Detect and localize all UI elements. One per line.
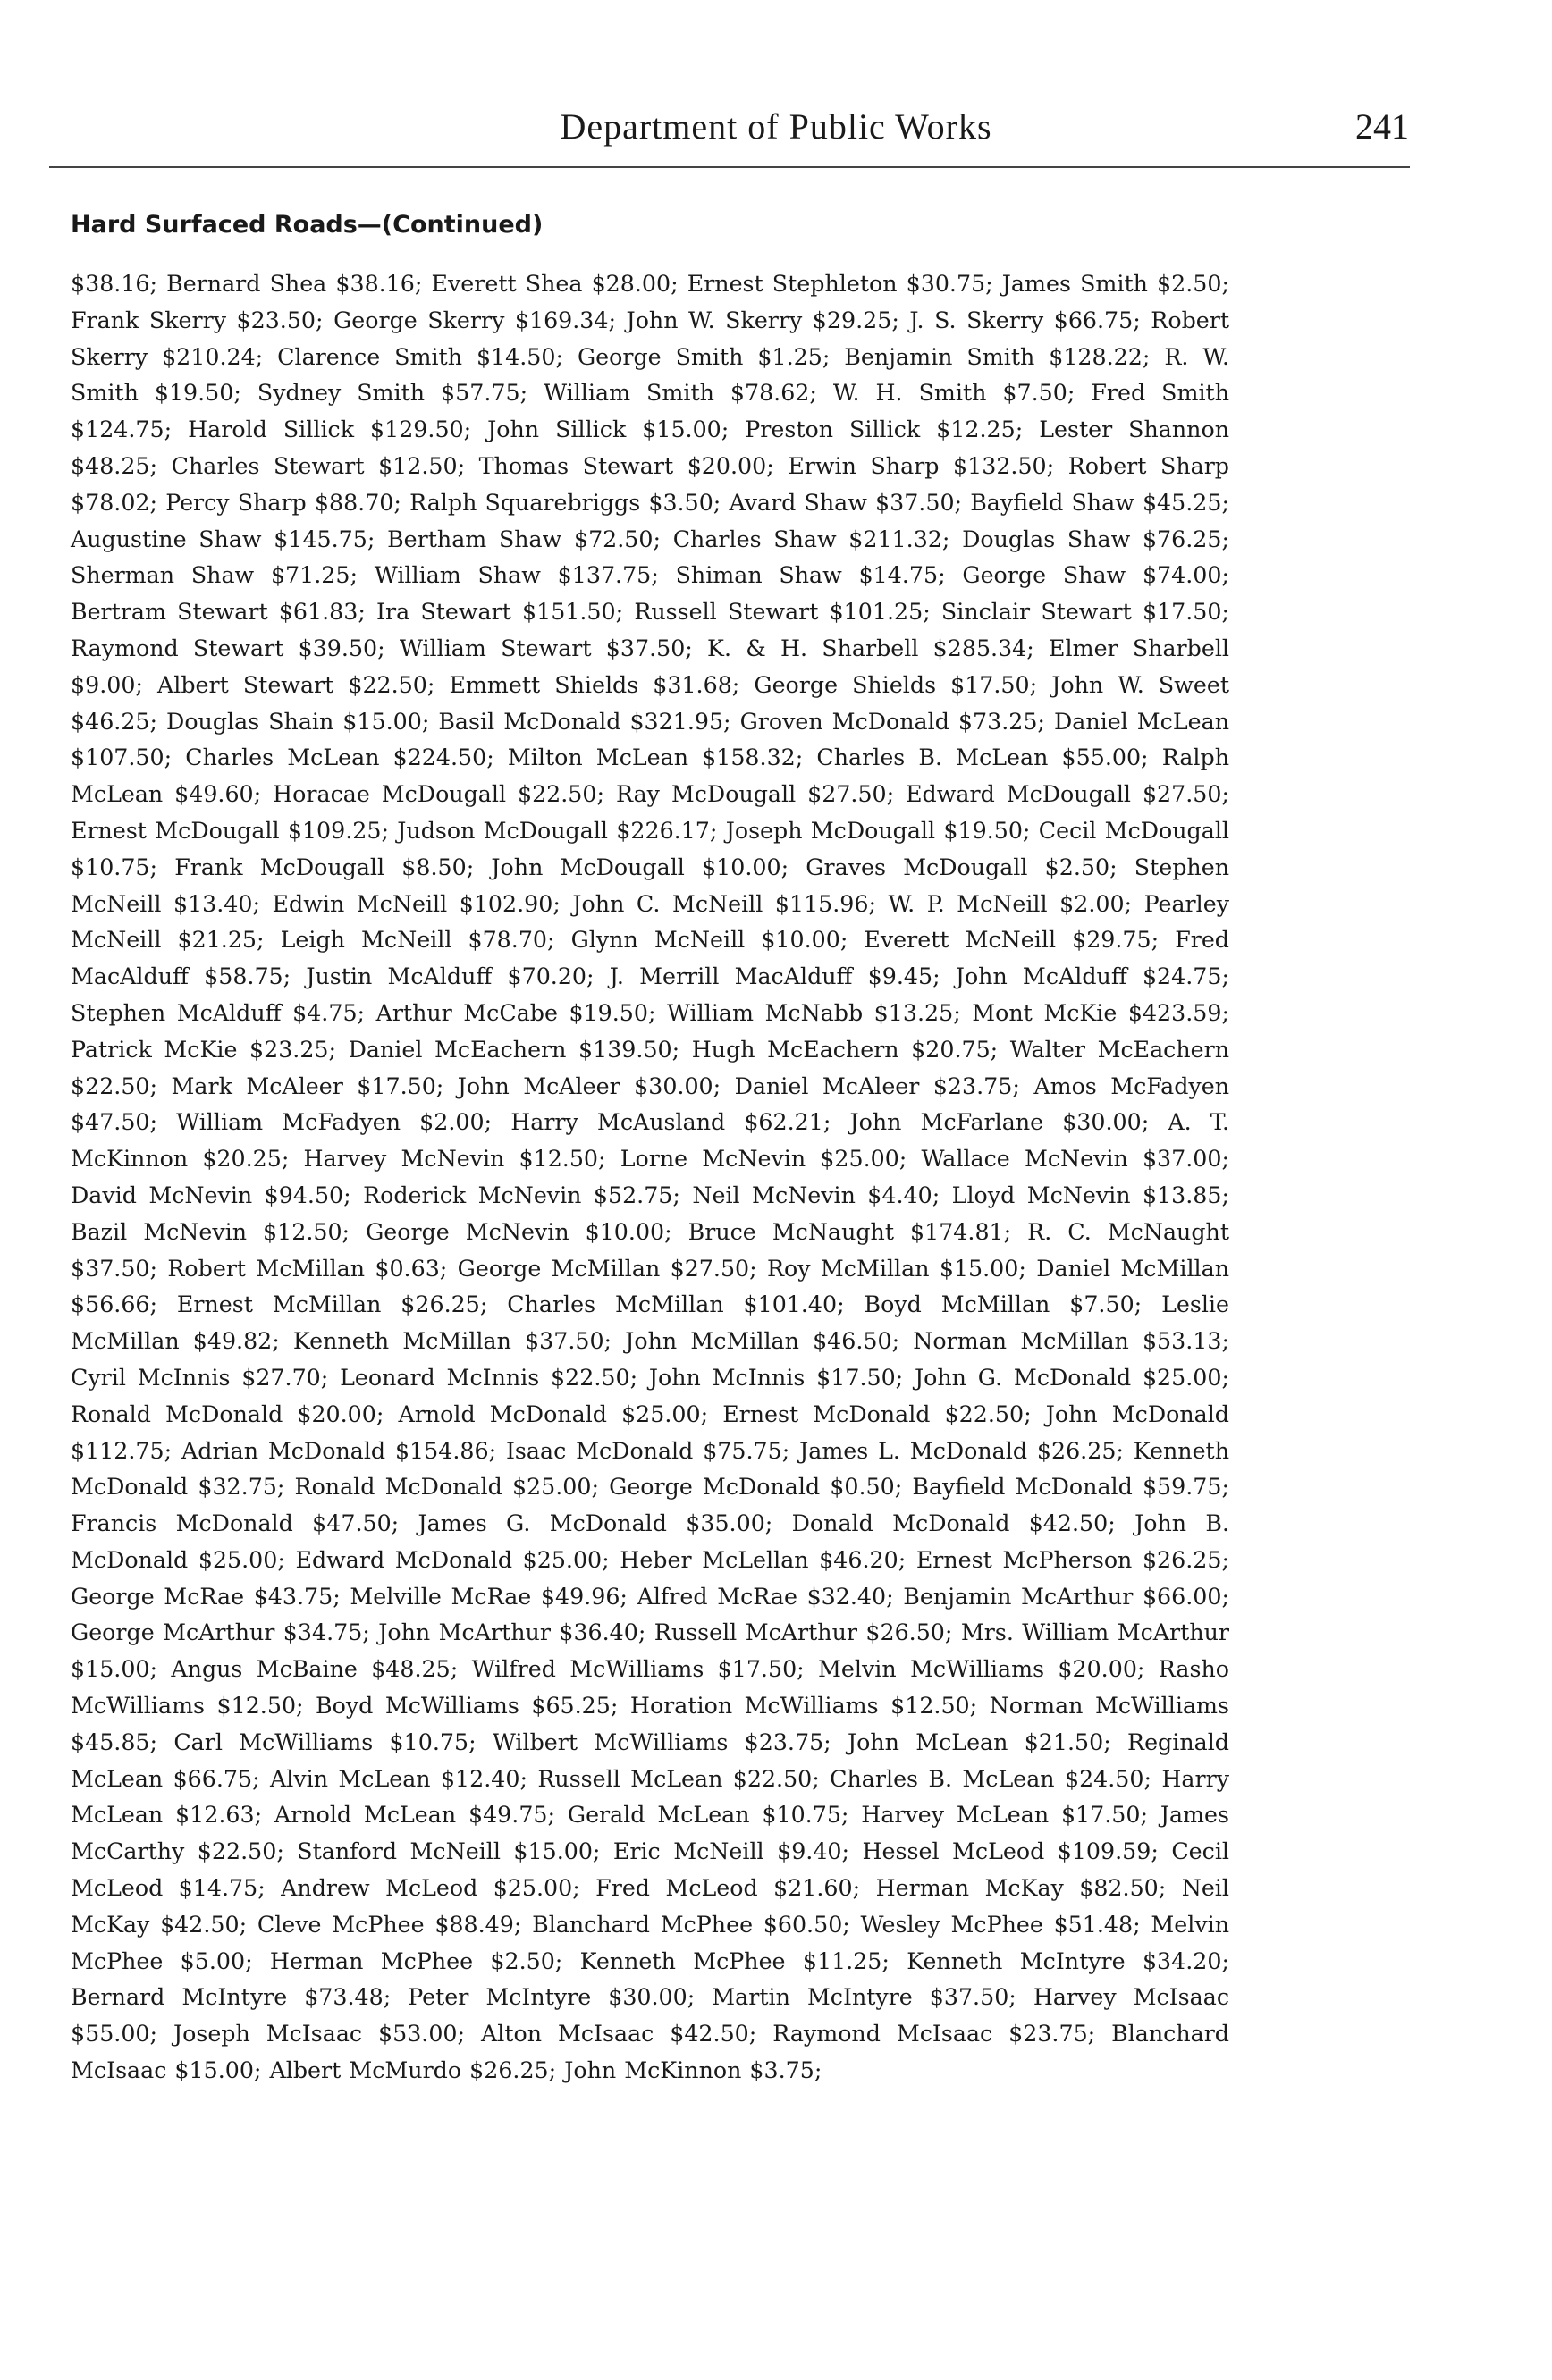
section-heading: Hard Surfaced Roads—(Continued) (71, 211, 544, 239)
page-header-title: Department of Public Works (560, 106, 992, 147)
running-header (0, 105, 1552, 159)
header-rule (49, 166, 1410, 168)
body-paragraph: $38.16; Bernard Shea $38.16; Everett Shea $28.00; Ernest Stephleton $30.75; James Smith $2.50; Frank Skerry $23.50; George Skerry $169.34; John W. Skerry $29.25; J. S. Skerry $66.75; Robert Skerry $210.24; Clarence Smith $14.50; George Smith $1.25; Benjamin Smith $128.22; R. W. Smith $19.50; Sydney Smith $57.75; William Smith $78.62; W. H. Smith $7.50; Fred Smith $124.75; Harold Sillick $129.50; John Sillick $15.00; Preston Sillick $12.25; Lester Shannon $48.25; Charles Stewart $12.50; Thomas Stewart $20.00; Erwin Sharp $132.50; Robert Sharp $78.02; Percy Sharp $88.70; Ralph Squarebriggs $3.50; Avard Shaw $37.50; Bayfield Shaw $45.25; Augustine Shaw $145.75; Bertham Shaw $72.50; Charles Shaw $211.32; Douglas Shaw $76.25; Sherman Shaw $71.25; William Shaw $137.75; Shiman Shaw $14.75; George Shaw $74.00; Bertram Stewart $61.83; Ira Stewart $151.50; Russell Stewart $101.25; Sinclair Stewart $17.50; Raymond Stewart $39.50; William Stewart $37.50; K. & H. Sharbell $285.34; Elmer Sharbell $9.00; Albert Stewart $22.50; Emmett Shields $31.68; George Shields $17.50; John W. Sweet $46.25; Douglas Shain $15.00; Basil McDonald $321.95; Groven McDonald $73.25; Daniel McLean $107.50; Charles McLean $224.50; Milton McLean $158.32; Charles B. McLean $55.00; Ralph McLean $49.60; Horacae McDougall $22.50; Ray McDougall $27.50; Edward McDougall $27.50; Ernest McDougall $109.25; Judson McDougall $226.17; Joseph McDougall $19.50; Cecil McDougall $10.75; Frank McDougall $8.50; John McDougall $10.00; Graves McDougall $2.50; Stephen McNeill $13.40; Edwin McNeill $102.90; John C. McNeill $115.96; W. P. McNeill $2.00; Pearley McNeill $21.25; Leigh McNeill $78.70; Glynn McNeill $10.00; Everett McNeill $29.75; Fred MacAlduff $58.75; Justin McAlduff $70.20; J. Merrill MacAlduff $9.45; John McAlduff $24.75; Stephen McAlduff $4.75; Arthur McCabe $19.50; William McNabb $13.25; Mont McKie $423.59; Patrick McKie $23.25; Daniel McEachern $139.50; Hugh McEachern $20.75; Walter McEachern $22.50; Mark McAleer $17.50; John McAleer $30.00; Daniel McAleer $23.75; Amos McFadyen $47.50; William McFadyen $2.00; Harry McAusland $62.21; John McFarlane $30.00; A. T. McKinnon $20.25; Harvey McNevin $12.50; Lorne McNevin $25.00; Wallace McNevin $37.00; David McNevin $94.50; Roderick McNevin $52.75; Neil McNevin $4.40; Lloyd McNevin $13.85; Bazil McNevin $12.50; George McNevin $10.00; Bruce McNaught $174.81; R. C. McNaught $37.50; Robert McMillan $0.63; George McMillan $27.50; Roy McMillan $15.00; Daniel McMillan $56.66; Ernest McMillan $26.25; Charles McMillan $101.40; Boyd McMillan $7.50; Leslie McMillan $49.82; Kenneth McMillan $37.50; John McMillan $46.50; Norman McMillan $53.13; Cyril McInnis $27.70; Leonard McInnis $22.50; John McInnis $17.50; John G. McDonald $25.00; Ronald McDonald $20.00; Arnold McDonald $25.00; Ernest McDonald $22.50; John McDonald $112.75; Adrian McDonald $154.86; Isaac McDonald $75.75; James L. McDonald $26.25; Kenneth McDonald $32.75; Ronald McDonald $25.00; George McDonald $0.50; Bayfield McDonald $59.75; Francis McDonald $47.50; James G. McDonald $35.00; Donald McDonald $42.50; John B. McDonald $25.00; Edward McDonald $25.00; Heber McLellan $46.20; Ernest McPherson $26.25; George McRae $43.75; Melville McRae $49.96; Alfred McRae $32.40; Benjamin McArthur $66.00; George McArthur $34.75; John McArthur $36.40; Russell McArthur $26.50; Mrs. William McArthur $15.00; Angus McBaine $48.25; Wilfred McWilliams $17.50; Melvin McWilliams $20.00; Rasho McWilliams $12.50; Boyd McWilliams $65.25; Horation McWilliams $12.50; Norman McWilliams $45.85; Carl McWilliams $10.75; Wilbert McWilliams $23.75; John McLean $21.50; Reginald McLean $66.75; Alvin McLean $12.40; Russell McLean $22.50; Charles B. McLean $24.50; Harry McLean $12.63; Arnold McLean $49.75; Gerald McLean $10.75; Harvey McLean $17.50; James McCarthy $22.50; Stanford McNeill $15.00; Eric McNeill $9.40; Hessel McLeod $109.59; Cecil McLeod $14.75; Andrew McLeod $25.00; Fred McLeod $21.60; Herman McKay $82.50; Neil McKay $42.50; Cleve McPhee $88.49; Blanchard McPhee $60.50; Wesley McPhee $51.48; Melvin McPhee $5.00; Herman McPhee $2.50; Kenneth McPhee $11.25; Kenneth McIntyre $34.20; Bernard McIntyre $73.48; Peter McIntyre $30.00; Martin McIntyre $37.50; Harvey McIsaac $55.00; Joseph McIsaac $53.00; Alton McIsaac $42.50; Raymond McIsaac $23.75; Blanchard McIsaac $15.00; Albert McMurdo $26.25; John McKinnon $3.75; (71, 271, 1229, 2084)
page-number: 241 (1355, 106, 1409, 147)
